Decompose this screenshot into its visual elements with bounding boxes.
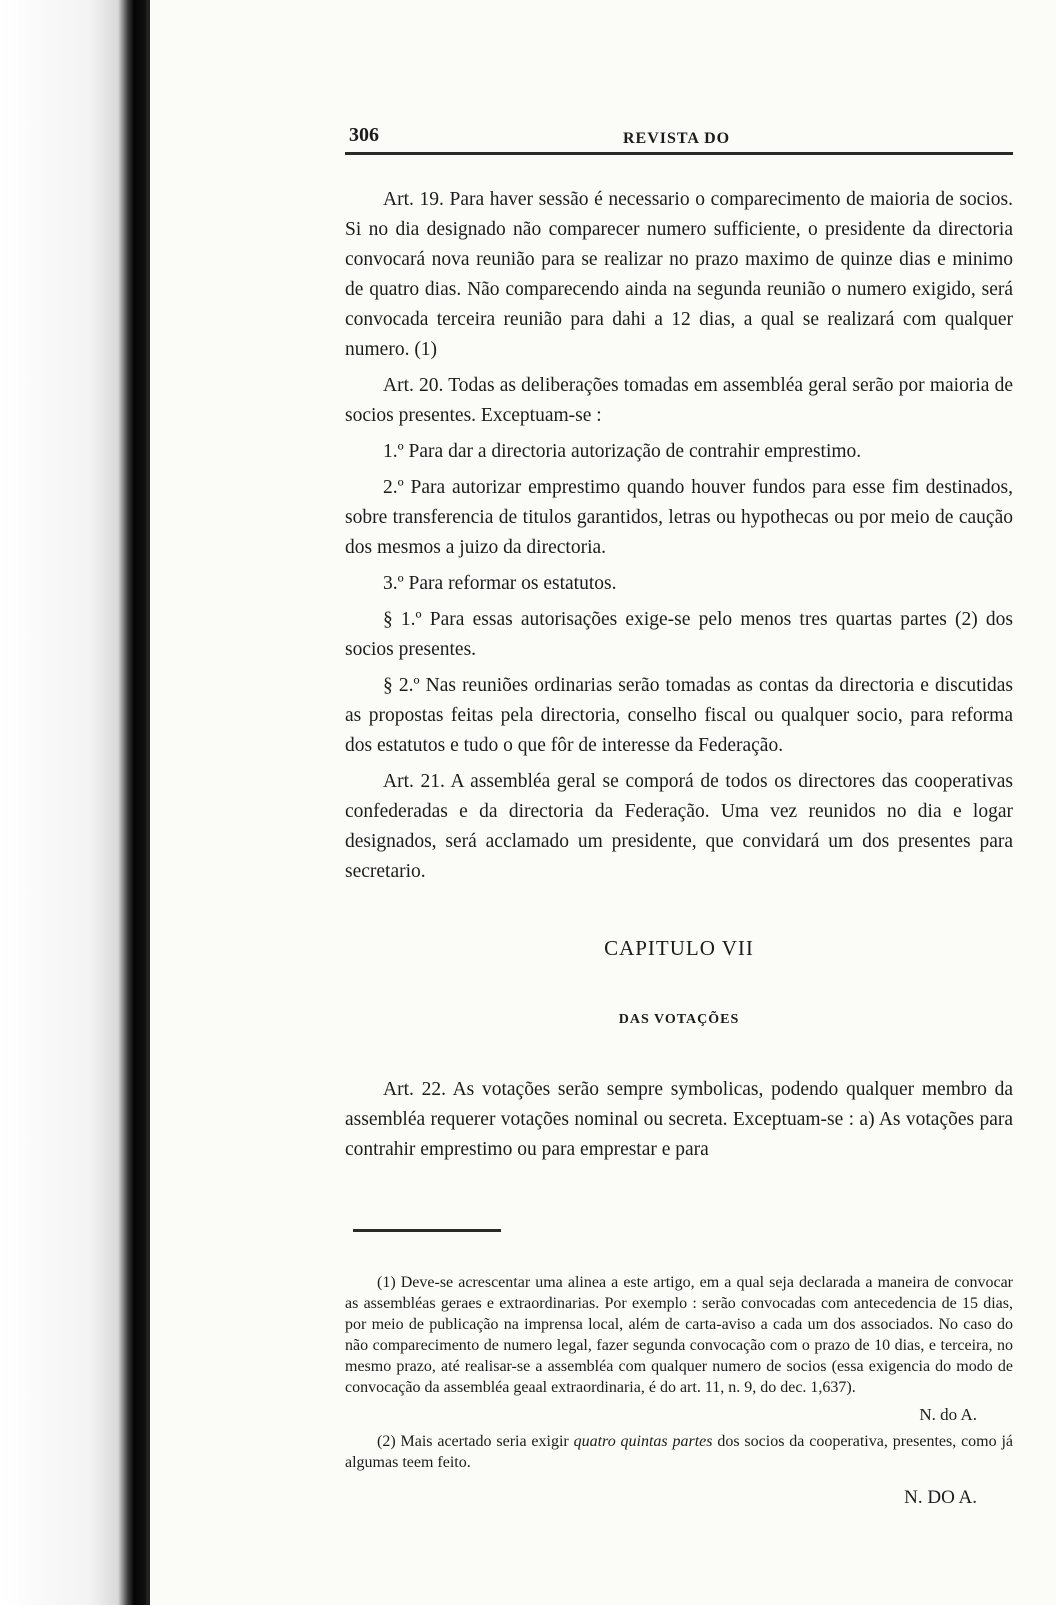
footnotes [345,1272,1013,1508]
paragraph-art-20: Art. 20. Todas as deliberações tomadas em assembléa geral serão por maioria de socios presentes. Exceptuam-se : [345,375,1013,426]
footnote-1-signature: N. do A. [919,1405,977,1424]
footnote-2-signature: N. DO A. [904,1487,977,1508]
page-number: 306 [349,124,379,146]
paragraph-item-2: 2.º Para autorizar emprestimo quando houver fundos para esse fim destinados, sobre transferencia de titulos garantidos, letras ou hypothecas ou por meio de caução dos mesmos a juizo da directoria. [345,477,1013,558]
footnote-2-emphasis: quatro quintas partes [573,1433,713,1450]
paragraph-item-3: 3.º Para reformar os estatutos. [383,573,617,594]
paragraph-art-19: Art. 19. Para haver sessão é necessario o comparecimento de maioria de socios. Si no dia designado não comparecer numero sufficiente, o presidente da directoria convocará nova reunião para se realizar no prazo maximo de quinze dias e minimo de quatro dias. Não comparecendo ainda na segunda reunião o numero exigido, será convocada terceira reunião para dahi a 12 dias, a qual se realizará com qualquer numero. (1) [345,189,1013,360]
body-text [345,185,1013,1165]
chapter-heading: CAPITULO VII [604,936,754,960]
footnote-2-text-end: dos socios da cooperativa, presentes, como já algumas teem feito. [345,1433,1014,1471]
running-head: REVISTA DO [623,130,731,147]
book-binding-gutter [0,0,150,1605]
paragraph-item-1: 1.º Para dar a directoria autorização de contrahir emprestimo. [383,441,862,462]
binding-shadow [146,0,150,1605]
footnote-1: (1) Deve-se acrescentar uma alinea a este artigo, em a qual seja declarada a maneira de convocar as assembléas geraes e extraordinarias. Por exemplo : serão convocadas com antecedencia de 15 dias, por meio de publicação na imprensa local, além de carta-aviso a cada um dos associados. No caso do não comparecimento de numero legal, fazer segunda convocação com o prazo de 10 dias, e terceira, no mesmo prazo, até realisar-se a assembléa com qualquer numero de socios (essa exigencia do modo de convocação da assembléa geaal extraordinaria, é do art. 11, n. 9, do dec. 1,637). [345,1274,1013,1396]
paragraph-section-1: § 1.º Para essas autorisações exige-se pelo menos tres quartas partes (2) dos socios presentes. [345,609,1013,660]
footnote-2-text-start: (2) Mais acertado seria exigir [377,1433,574,1450]
footnote-divider [353,1229,501,1232]
page [345,118,1013,1514]
footnote-2 [345,1431,1013,1473]
page-header [345,118,1013,155]
paragraph-art-21: Art. 21. A assembléa geral se comporá de todos os directores das cooperativas confederadas e da directoria da Federação. Uma vez reunidos no dia e logar designados, será acclamado um presidente, que convidará um dos presentes para secretario. [345,771,1013,882]
section-heading: DAS VOTAÇÕES [618,1012,740,1027]
paragraph-section-2: § 2.º Nas reuniões ordinarias serão tomadas as contas da directoria e discutidas as propostas feitas pela directoria, conselho fiscal ou qualquer socio, para reforma dos estatutos e tudo o que fôr de interesse da Federação. [345,675,1013,756]
paragraph-art-22: Art. 22. As votações serão sempre symbolicas, podendo qualquer membro da assembléa requerer votações nominal ou secreta. Exceptuam-se : a) As votações para contrahir emprestimo ou para emprestar e para [345,1079,1013,1160]
